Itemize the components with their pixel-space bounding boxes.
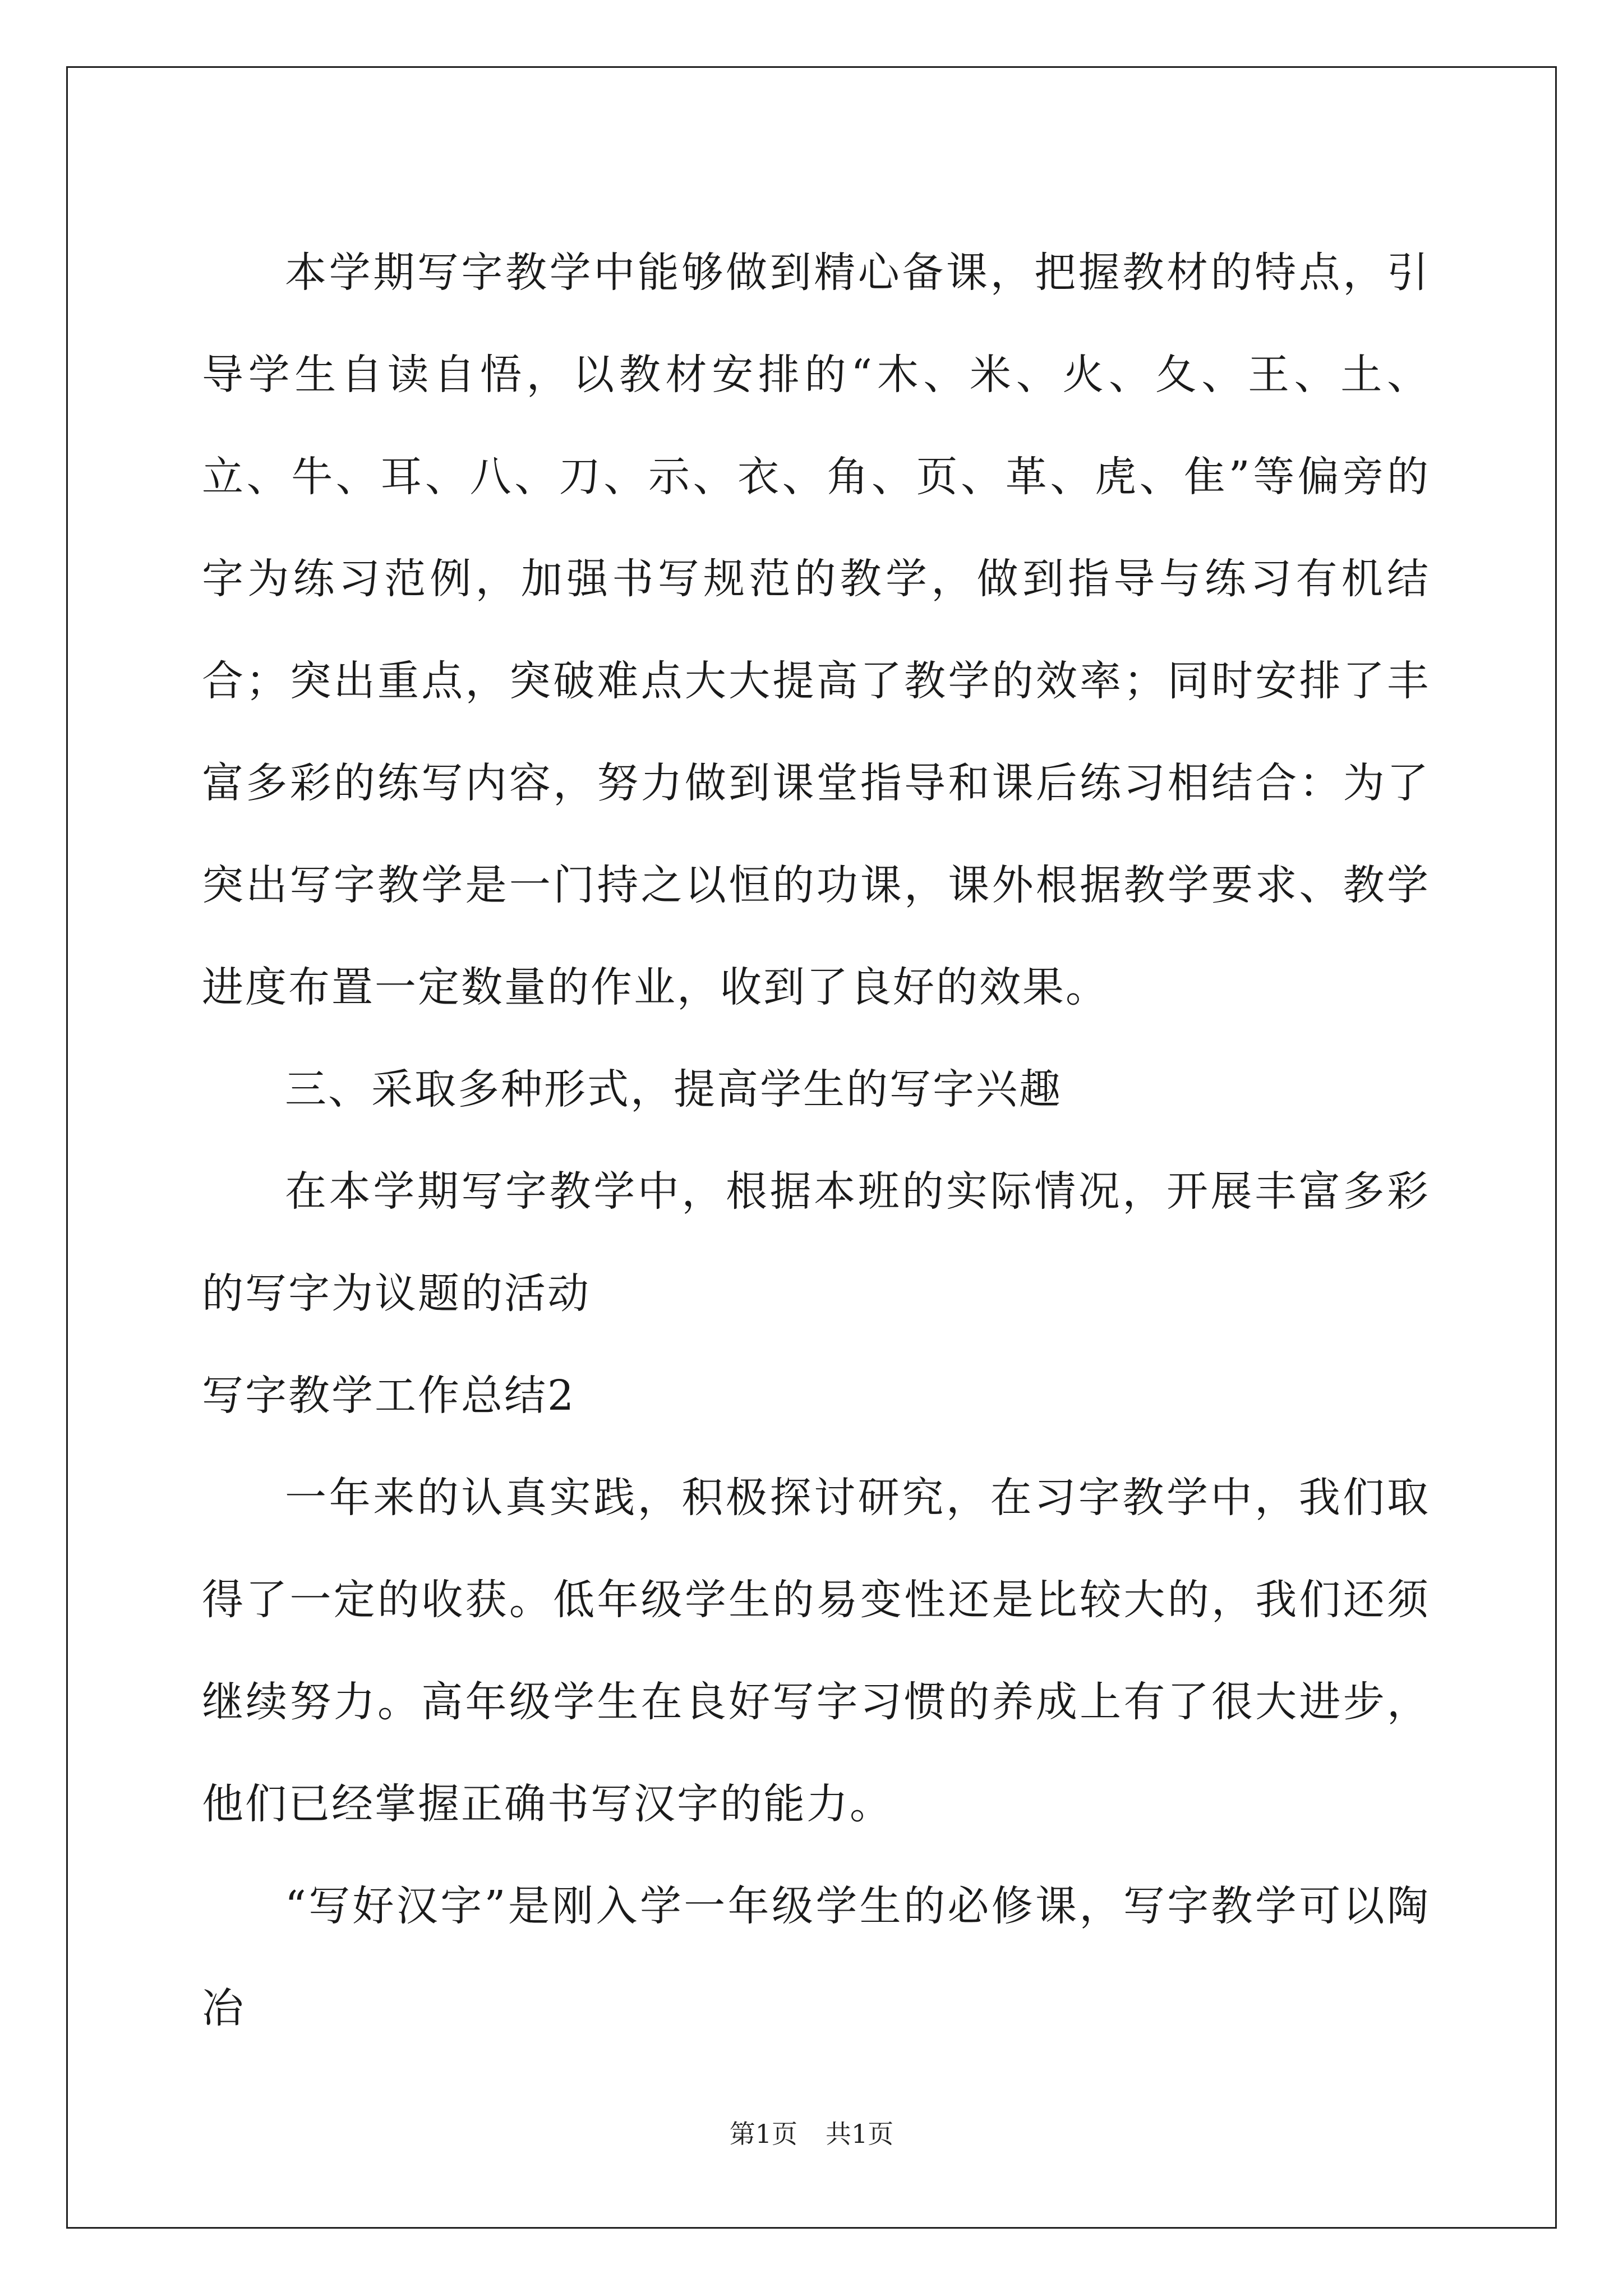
paragraph-activities: 在本学期写字教学中，根据本班的实际情况，开展丰富多彩的写字为议题的活动 [202,1167,1430,1318]
paragraph-year-practice: 一年来的认真实践，积极探讨研究，在习字教学中，我们取得了一定的收获。低年级学生的易变性还是比较大的，我们还须继续努力。高年级学生在良好写字习惯的养成上有了很大进步，他们已经掌握正确书写汉字的能力。 [202,1474,1430,1828]
page-number: 第1页 [729,2119,797,2149]
paragraph-calligraphy-teaching: 本学期写字教学中能够做到精心备课，把握教材的特点，引导学生自读自悟，以教材安排的“木、米、火、夂、王、土、立、牛、耳、八、刀、示、衣、角、页、革、虎、隹”等偏旁的字为练习范例，加强书写规范的教学，做到指导与练习有机结合；突出重点，突破难点大大提高了教学的效率；同时安排了丰富多彩的练写内容，努力做到课堂指导和课后练习相结合：为了突出写字教学是一门持之以恒的功课，课外根据教学要求、教学进度布置一定数量的作业，收到了良好的效果。 [202,249,1430,1011]
page-total: 共1页 [826,2119,894,2149]
document-title-summary-2: 写字教学工作总结2 [202,1372,576,1420]
page-footer [0,2114,1623,2151]
paragraph-write-well: “写好汉字”是刚入学一年级学生的必修课，写字教学可以陶冶 [202,1882,1430,2032]
document-body [202,222,1430,2059]
section-heading-interest: 三、采取多种形式，提高学生的写字兴趣 [285,1065,1062,1114]
